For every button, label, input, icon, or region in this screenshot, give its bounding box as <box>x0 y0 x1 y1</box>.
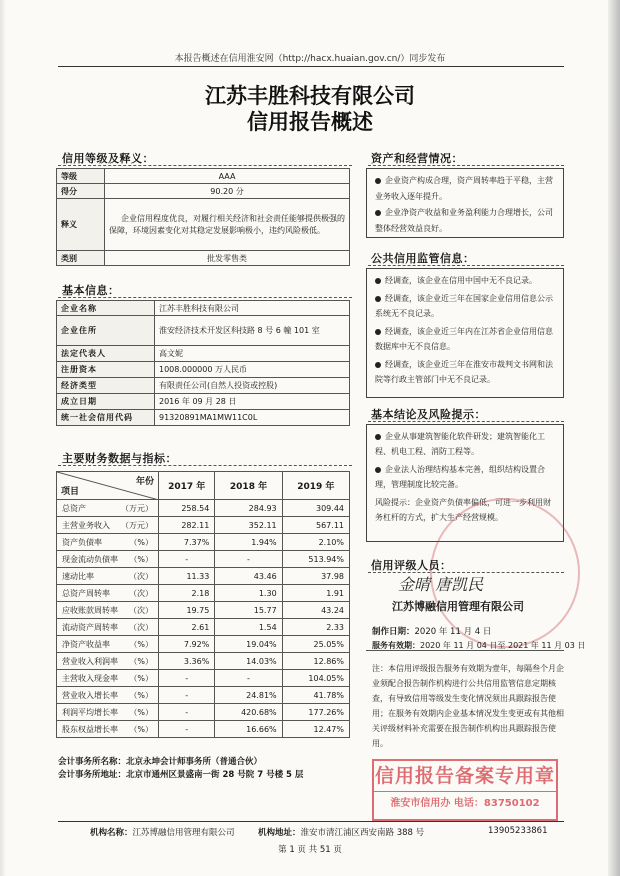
basic-key: 注册资本 <box>57 362 155 378</box>
finance-row <box>57 721 350 738</box>
finance-row <box>57 619 350 636</box>
grade-value: AAA <box>105 169 350 184</box>
finance-value: 24.81% <box>215 687 282 704</box>
risk-note: 风险提示：企业资产负债率偏低，可进一步利用财务杠杆的方式，扩大生产经营规模。 <box>375 498 551 522</box>
year-header: 2019 年 <box>282 472 349 500</box>
footer-address: 机构地址：淮安市清江浦区西安南路 388 号 <box>258 828 425 838</box>
finance-corner-cell <box>57 472 159 500</box>
finance-value: 104.05% <box>282 670 349 687</box>
basic-value: 2016 年 09 月 28 日 <box>155 394 350 410</box>
finance-value: 1.54 <box>215 619 282 636</box>
finance-value: 513.94% <box>282 551 349 568</box>
finance-row <box>57 636 350 653</box>
grade-table <box>56 168 350 266</box>
public-section-rule <box>368 265 564 266</box>
public-item: 经调查，该企业在信用中国中无不良记录。 <box>375 273 555 288</box>
finance-value: - <box>215 670 282 687</box>
finance-value: 16.66% <box>215 721 282 738</box>
finance-value: 25.05% <box>282 636 349 653</box>
assets-box <box>366 168 564 238</box>
meaning-value: 企业信用程度优良，对履行相关经济和社会责任能够提供极强的保障，环境因素变化对其稳定发展影响极小，违约风险极低。 <box>105 199 350 251</box>
basic-key: 经济类型 <box>57 378 155 394</box>
bullet-icon <box>375 178 381 184</box>
finance-value: 309.44 <box>282 500 349 517</box>
finance-value: 7.92% <box>159 636 215 653</box>
finance-header-row <box>57 472 350 500</box>
finance-row <box>57 568 350 585</box>
finance-value: 41.78% <box>282 687 349 704</box>
accountant-address: 会计事务所地址：北京市通州区景盛南一街 28 号院 7 号楼 5 层 <box>58 770 304 780</box>
basic-row <box>57 346 350 362</box>
finance-label: 主营收入现金率 （%） <box>57 670 159 687</box>
finance-value: - <box>159 551 215 568</box>
basic-value: 江苏丰胜科技有限公司 <box>155 301 350 316</box>
finance-value: - <box>159 721 215 738</box>
basic-section-rule <box>58 297 352 298</box>
finance-row <box>57 653 350 670</box>
finance-row <box>57 517 350 534</box>
finance-value: 37.98 <box>282 568 349 585</box>
finance-value: 1.91 <box>282 585 349 602</box>
category-value: 批发零售类 <box>105 251 350 266</box>
finance-value: 14.03% <box>215 653 282 670</box>
basic-section-title: 基本信息： <box>62 284 120 297</box>
accountant-name: 会计事务所名称：北京永坤会计师事务所（普通合伙） <box>58 757 263 767</box>
score-value: 90.20 分 <box>105 184 350 199</box>
finance-value: - <box>159 704 215 721</box>
category-row <box>57 251 350 266</box>
basic-key: 企业住所 <box>57 316 155 346</box>
finance-value: 15.77 <box>215 602 282 619</box>
basic-info-table <box>56 300 350 426</box>
assets-section-rule <box>368 165 564 166</box>
conclusion-item: 企业从事建筑智能化软件研发；建筑智能化工程、机电工程、消防工程等。 <box>375 432 545 456</box>
basic-value: 高文妮 <box>155 346 350 362</box>
footer-phone: 13905233861 <box>488 826 548 836</box>
year-header: 2017 年 <box>159 472 215 500</box>
finance-value: 284.93 <box>215 500 282 517</box>
basic-value: 1008.000000 万人民币 <box>155 362 350 378</box>
page-number: 第 1 页 共 51 页 <box>278 845 342 855</box>
finance-value: 352.11 <box>215 517 282 534</box>
score-row <box>57 184 350 199</box>
finance-label: 应收账款周转率 （次） <box>57 602 159 619</box>
assets-section-title: 资产和经营情况： <box>371 152 463 165</box>
valid-value: 2020 年 11 月 04 日至 2021 年 11 月 03 日 <box>420 641 586 650</box>
basic-key: 企业名称 <box>57 301 155 316</box>
stamp-subtitle: 淮安市信用办 电话：83750102 <box>374 791 556 816</box>
finance-row <box>57 602 350 619</box>
top-rule <box>58 66 564 67</box>
finance-label: 营业收入利润率 （%） <box>57 653 159 670</box>
note-rule <box>366 650 564 651</box>
finance-label: 现金流动负债率 （%） <box>57 551 159 568</box>
finance-row <box>57 687 350 704</box>
finance-value: 12.86% <box>282 653 349 670</box>
basic-value: 淮安经济技术开发区科技路 8 号 6 幢 101 室 <box>155 316 350 346</box>
made-date-label: 制作日期： <box>372 627 415 637</box>
finance-value: 19.04% <box>215 636 282 653</box>
conclusion-section-title: 基本结论及风险提示： <box>371 408 486 421</box>
finance-row <box>57 704 350 721</box>
top-note: 本报告概述在信用淮安网（http://hacx.huaian.gov.cn/）同步发布 <box>174 54 446 64</box>
public-item: 经调查，该企业近三年内在江苏省企业信用信息数据库中无不良信息。 <box>375 327 553 351</box>
finance-value: 1.30 <box>215 585 282 602</box>
bullet-icon <box>375 434 381 440</box>
basic-row <box>57 394 350 410</box>
meaning-key: 释义 <box>57 199 105 251</box>
finance-label: 股东权益增长率 （%） <box>57 721 159 738</box>
made-date-line <box>372 625 491 637</box>
rater-company: 江苏博融信用管理有限公司 <box>392 600 524 613</box>
finance-label: 净资产收益率 （%） <box>57 636 159 653</box>
finance-section-rule <box>58 465 352 466</box>
bullet-icon <box>375 329 381 335</box>
finance-value: 567.11 <box>282 517 349 534</box>
bullet-icon <box>375 210 381 216</box>
basic-key: 法定代表人 <box>57 346 155 362</box>
finance-value: 12.47% <box>282 721 349 738</box>
finance-value: 43.46 <box>215 568 282 585</box>
corner-year: 年份 <box>135 477 154 487</box>
footer-rule <box>58 821 564 822</box>
finance-row <box>57 500 350 517</box>
finance-label: 资产负债率 （%） <box>57 534 159 551</box>
finance-value: 11.33 <box>159 568 215 585</box>
finance-value: 19.75 <box>159 602 215 619</box>
finance-value: 177.26% <box>282 704 349 721</box>
stamp-title: 信用报告备案专用章 <box>374 765 555 787</box>
bullet-icon <box>375 296 381 302</box>
public-item: 经调查，该企业近三年在国家企业信用信息公示系统无不良记录。 <box>375 294 553 318</box>
finance-table <box>56 471 350 738</box>
finance-label: 营业收入增长率 （%） <box>57 687 159 704</box>
finance-value: - <box>159 670 215 687</box>
bullet-icon <box>375 467 381 473</box>
meaning-row <box>57 199 350 251</box>
made-date-value: 2020 年 11 月 4 日 <box>414 627 492 637</box>
finance-label: 主营业务收入 （万元） <box>57 517 159 534</box>
public-box <box>366 268 564 398</box>
company-title: 江苏丰胜科技有限公司 <box>205 83 415 108</box>
category-key: 类别 <box>57 251 105 266</box>
finance-value: 2.61 <box>159 619 215 636</box>
grade-row <box>57 169 350 184</box>
finance-value: - <box>215 551 282 568</box>
finance-value: 2.10% <box>282 534 349 551</box>
filing-stamp <box>372 759 558 821</box>
public-item: 经调查，该企业近三年在淮安市裁判文书网和法院等行政主管部门中无不良记录。 <box>375 360 553 384</box>
finance-section-title: 主要财务数据与指标： <box>62 452 177 465</box>
basic-row <box>57 410 350 426</box>
basic-key: 统一社会信用代码 <box>57 410 155 426</box>
finance-row <box>57 585 350 602</box>
finance-label: 利润平均增长率 （%） <box>57 704 159 721</box>
public-section-title: 公共信用监管信息： <box>371 252 475 265</box>
finance-body <box>57 500 350 738</box>
valid-label: 服务有效期： <box>372 641 420 650</box>
finance-value: 420.68% <box>215 704 282 721</box>
basic-row <box>57 362 350 378</box>
basic-row <box>57 316 350 346</box>
grade-key: 等级 <box>57 169 105 184</box>
finance-label: 总资产 （万元） <box>57 500 159 517</box>
finance-label: 总资产周转率 （次） <box>57 585 159 602</box>
rater-section-title: 信用评级人员： <box>371 559 452 572</box>
finance-label: 流动资产周转率 （次） <box>57 619 159 636</box>
grade-section-title: 信用等级及释义： <box>62 152 154 165</box>
grade-section-rule <box>58 165 352 166</box>
finance-value: 2.18 <box>159 585 215 602</box>
assets-item: 企业净资产收益和业务盈利能力合理增长，公司整体经营效益良好。 <box>375 208 553 233</box>
finance-row <box>57 551 350 568</box>
score-key: 得分 <box>57 184 105 199</box>
finance-row <box>57 670 350 687</box>
finance-value: 3.36% <box>159 653 215 670</box>
conclusion-section-rule <box>368 421 564 422</box>
rater-signature: 金晴 唐凯民 <box>398 575 484 594</box>
bullet-icon <box>375 278 381 284</box>
finance-value: 7.37% <box>159 534 215 551</box>
bullet-icon <box>375 362 381 368</box>
corner-item: 项目 <box>61 487 80 497</box>
basic-value: 91320891MA1MW11C0L <box>155 410 350 426</box>
finance-label: 速动比率 （次） <box>57 568 159 585</box>
finance-value: 282.11 <box>159 517 215 534</box>
basic-row <box>57 378 350 394</box>
basic-key: 成立日期 <box>57 394 155 410</box>
finance-value: 2.33 <box>282 619 349 636</box>
assets-item: 企业资产构成合理，资产周转率趋于平稳，主营业务收入逐年提升。 <box>375 176 553 201</box>
finance-value: 43.24 <box>282 602 349 619</box>
year-header: 2018 年 <box>215 472 282 500</box>
finance-row <box>57 534 350 551</box>
report-title: 信用报告概述 <box>247 109 373 134</box>
finance-value: 1.94% <box>215 534 282 551</box>
finance-value: - <box>159 687 215 704</box>
footer-org: 机构名称：江苏博融信用管理有限公司 <box>90 828 235 838</box>
finance-value: 258.54 <box>159 500 215 517</box>
basic-value: 有限责任公司(自然人投资或控股) <box>155 378 350 394</box>
conclusion-item: 企业法人治理结构基本完善，组织结构设置合理，管理制度比较完备。 <box>375 465 545 489</box>
basic-row <box>57 301 350 316</box>
validity-note: 注：本信用评级报告服务有效期为壹年，每隔叁个月企业须配合报告制作机构进行公共信用监管信息定期核查，有导致信用等级发生变化情况须出具跟踪报告使用；在服务有效期内企业基本情况发生变更或有其他相关评级材料补充需要在报告制作机构出具跟踪报告使用。 <box>372 664 564 748</box>
